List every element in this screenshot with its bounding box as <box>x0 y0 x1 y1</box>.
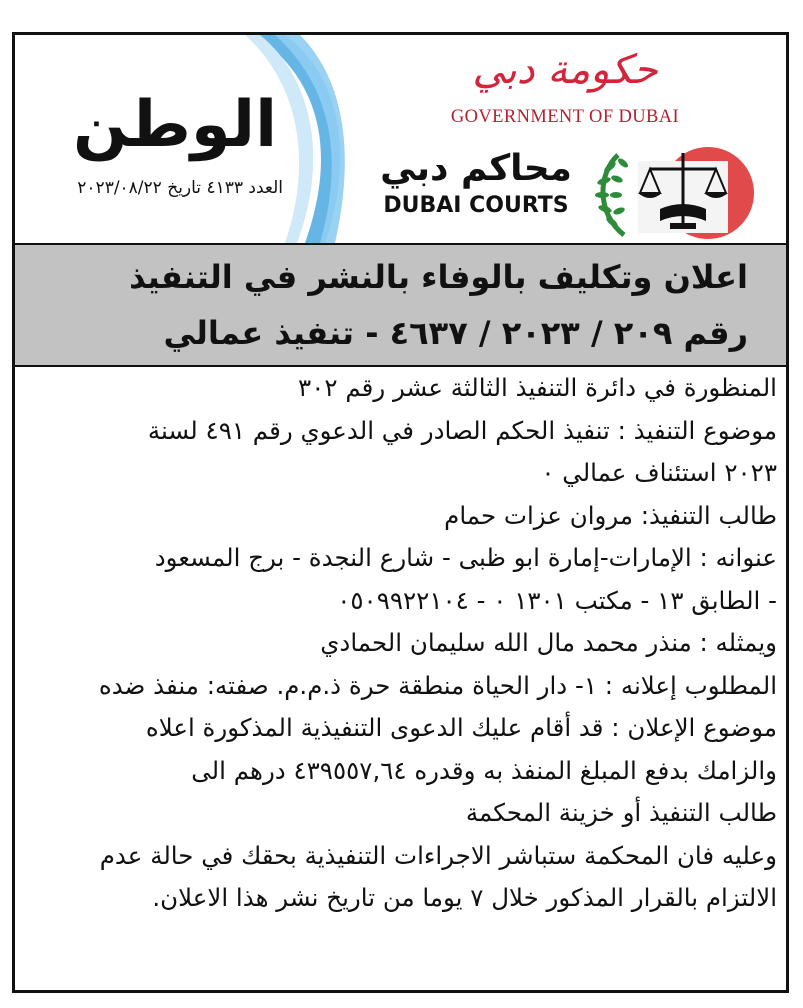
notice-line-3: ٢٠٢٣ استئناف عمالي ٠ <box>541 458 777 487</box>
notice-line-5: عنوانه : الإمارات-إمارة ابو ظبى - شارع النجدة - برج المسعود <box>154 543 777 572</box>
dubai-courts-emblem-icon <box>590 143 770 241</box>
notice-line-10: والزامك بدفع المبلغ المنفذ به وقدره ٤٣٩٥٥٧,٦٤ درهم الى <box>191 755 777 785</box>
notice-line-12: وعليه فان المحكمة ستباشر الاجراءات التنفيذية بحقك في حالة عدم <box>99 840 777 870</box>
newspaper-logo: الوطن <box>73 88 277 162</box>
notice-line-7: ويمثله : منذر محمد مال الله سليمان الحمادي <box>320 628 777 657</box>
notice-title-band <box>15 243 786 367</box>
courts-name-english: DUBAI COURTS <box>383 193 569 218</box>
government-name-arabic: حكومة دبي <box>472 47 658 93</box>
notice-line-6: - الطابق ١٣ - مكتب ١٣٠١ ٠ - ٠٥٠٩٩٢٢١٠٤ <box>337 585 777 615</box>
notice-title-line-2: رقم ٢٠٩ / ٢٠٢٣ / ٤٦٣٧ - تنفيذ عمالي <box>163 314 748 352</box>
notice-body <box>15 367 786 993</box>
notice-frame <box>12 32 789 993</box>
courts-name-arabic: محاكم دبي <box>380 148 572 189</box>
notice-line-4: طالب التنفيذ: مروان عزات حمام <box>444 500 777 530</box>
notice-line-9: موضوع الإعلان : قد أقام عليك الدعوى التنفيذية المذكورة اعلاه <box>145 713 777 742</box>
notice-header <box>15 35 786 243</box>
government-name-english: GOVERNMENT OF DUBAI <box>450 107 680 127</box>
notice-title-line-1: اعلان وتكليف بالوفاء بالنشر في التنفيذ <box>129 258 748 296</box>
issue-date-line: العدد ٤١٣٣ تاريخ ٢٠٢٣/٠٨/٢٢ <box>77 178 283 198</box>
notice-line-11: طالب التنفيذ أو خزينة المحكمة <box>465 798 777 827</box>
notice-line-8: المطلوب إعلانه : ١- دار الحياة منطقة حرة ذ.م.م. صفته: منفذ ضده <box>98 670 777 700</box>
notice-line-1: المنظورة في دائرة التنفيذ الثالثة عشر رقم ٣٠٢ <box>298 373 777 402</box>
notice-line-2: موضوع التنفيذ : تنفيذ الحكم الصادر في الدعوي رقم ٤٩١ لسنة <box>147 415 777 445</box>
notice-line-13: الالتزام بالقرار المذكور خلال ٧ يوما من تاريخ نشر هذا الاعلان. <box>152 883 777 912</box>
